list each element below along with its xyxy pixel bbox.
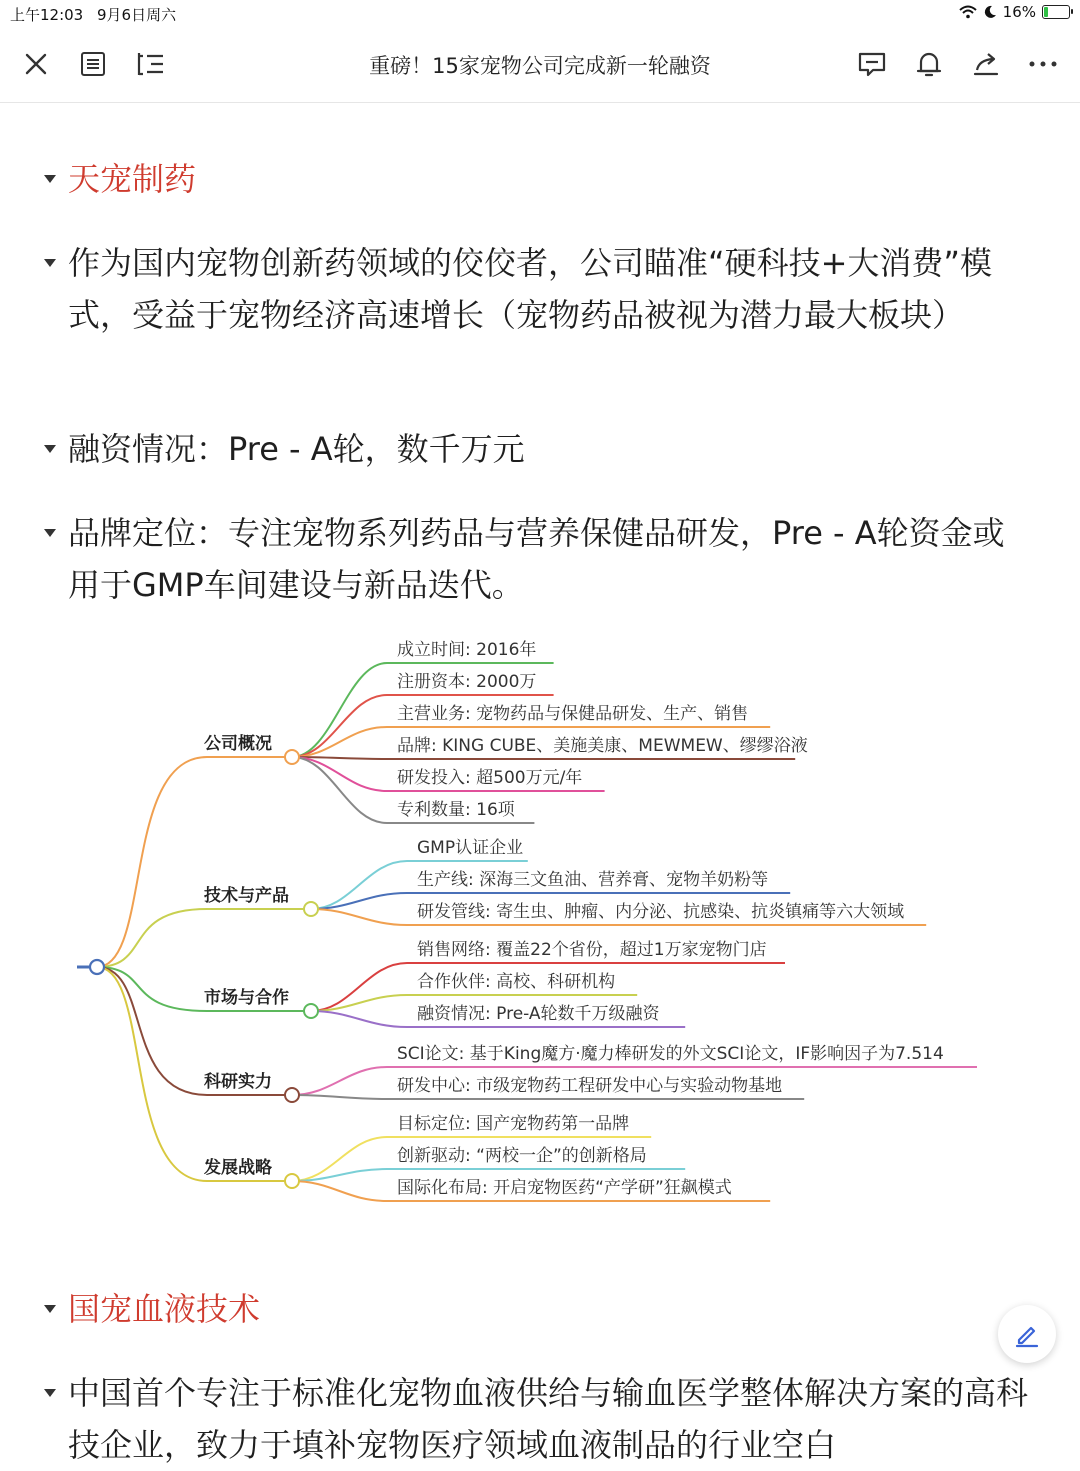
paragraph-intro: 作为国内宠物创新药领域的佼佼者，公司瞄准“硬科技+大消费”模式，受益于宠物经济高速增长（宠物药品被视为潜力最大板块） xyxy=(68,244,992,334)
mindmap-leaf: SCI论文: 基于King魔方·魔力棒研发的外文SCI论文，IF影响因子为7.514 xyxy=(397,1044,944,1064)
mindmap-leaf: 研发中心: 市级宠物药工程研发中心与实验动物基地 xyxy=(397,1076,783,1096)
paragraph-financing: 融资情况：Pre - A轮，数千万元 xyxy=(68,430,525,468)
mindmap-category: 市场与合作 xyxy=(204,988,289,1008)
battery-icon xyxy=(1042,5,1070,19)
bullet-item xyxy=(44,237,1034,341)
mindmap-category: 科研实力 xyxy=(204,1072,272,1092)
mindmap-leaf: 目标定位: 国产宠物药第一品牌 xyxy=(397,1114,630,1134)
mindmap-leaf: 成立时间: 2016年 xyxy=(397,640,537,660)
mindmap-category-node xyxy=(285,750,299,764)
mindmap-leaf: 品牌: KING CUBE、美施美康、MEWMEW、缪缪浴液 xyxy=(397,736,808,756)
more-icon[interactable] xyxy=(1027,48,1059,80)
mindmap-leaf: GMP认证企业 xyxy=(417,838,524,858)
collapse-toggle-icon[interactable] xyxy=(44,445,56,453)
mindmap-leaf: 研发投入: 超500万元/年 xyxy=(397,768,583,788)
mindmap-leaf: 融资情况: Pre-A轮数千万级融资 xyxy=(417,1004,660,1024)
mindmap-category-node xyxy=(285,1174,299,1188)
toolbar xyxy=(0,26,1080,103)
collapse-toggle-icon[interactable] xyxy=(44,175,56,183)
outline-icon[interactable] xyxy=(134,48,166,80)
collapse-toggle-icon[interactable] xyxy=(44,259,56,267)
share-icon[interactable] xyxy=(970,48,1002,80)
mindmap-leaf: 注册资本: 2000万 xyxy=(397,672,537,692)
heading-item xyxy=(44,1283,1034,1335)
mindmap-root-node xyxy=(90,960,104,974)
bullet-item xyxy=(44,507,1034,611)
mindmap-branch xyxy=(97,757,292,967)
bullet-item xyxy=(44,423,1034,475)
mindmap-leaf: 主营业务: 宠物药品与保健品研发、生产、销售 xyxy=(397,704,749,724)
bullet-item xyxy=(44,1367,1034,1471)
mindmap-leaf: 销售网络: 覆盖22个省份，超过1万家宠物门店 xyxy=(417,940,767,960)
mindmap-leaf: 国际化布局: 开启宠物医药“产学研”狂飙模式 xyxy=(397,1178,732,1198)
status-time: 上午12:03 xyxy=(10,6,84,24)
comment-icon[interactable] xyxy=(856,48,888,80)
close-icon[interactable] xyxy=(20,48,52,80)
collapse-toggle-icon[interactable] xyxy=(44,1389,56,1397)
moon-icon xyxy=(983,5,997,19)
mindmap-leaf: 研发管线: 寄生虫、肿瘤、内分泌、抗感染、抗炎镇痛等六大领域 xyxy=(417,902,905,922)
bell-icon[interactable] xyxy=(913,48,945,80)
status-date: 9月6日周六 xyxy=(97,6,177,24)
mindmap-category: 公司概况 xyxy=(204,734,272,754)
mindmap-leaf: 专利数量: 16项 xyxy=(397,800,515,820)
mindmap-category-node xyxy=(304,902,318,916)
mindmap-leaf: 创新驱动: “两校一企”的创新格局 xyxy=(397,1146,647,1166)
mindmap-leaf-line xyxy=(292,757,795,759)
mindmap-category: 发展战略 xyxy=(204,1158,272,1178)
paragraph-guochong-intro: 中国首个专注于标准化宠物血液供给与输血医学整体解决方案的高科技企业，致力于填补宠物医疗领域血液制品的行业空白 xyxy=(68,1374,1029,1464)
heading-guochong: 国宠血液技术 xyxy=(68,1290,261,1328)
status-right xyxy=(959,3,1070,21)
page-title: 重磅！15家宠物公司完成新一轮融资 xyxy=(369,54,711,78)
wifi-icon xyxy=(959,5,977,19)
list-icon[interactable] xyxy=(77,48,109,80)
collapse-toggle-icon[interactable] xyxy=(44,529,56,537)
mindmap-leaf: 生产线: 深海三文鱼油、营养膏、宠物羊奶粉等 xyxy=(417,870,769,890)
heading-item xyxy=(44,153,1034,205)
document-body xyxy=(0,103,1080,1464)
paragraph-positioning: 品牌定位：专注宠物系列药品与营养保健品研发，Pre - A轮资金或用于GMP车间建设与新品迭代。 xyxy=(68,514,1005,604)
edit-button[interactable] xyxy=(998,1305,1056,1363)
mindmap-diagram xyxy=(0,633,1080,1233)
battery-percent: 16% xyxy=(1002,3,1036,21)
mindmap-category-node xyxy=(285,1088,299,1102)
collapse-toggle-icon[interactable] xyxy=(44,1305,56,1313)
heading-tianchong: 天宠制药 xyxy=(68,160,197,198)
mindmap-leaf: 合作伙伴: 高校、科研机构 xyxy=(417,972,616,992)
pencil-icon xyxy=(1012,1319,1042,1349)
status-bar xyxy=(0,0,1080,26)
mindmap-category: 技术与产品 xyxy=(204,886,289,906)
mindmap-category-node xyxy=(304,1004,318,1018)
